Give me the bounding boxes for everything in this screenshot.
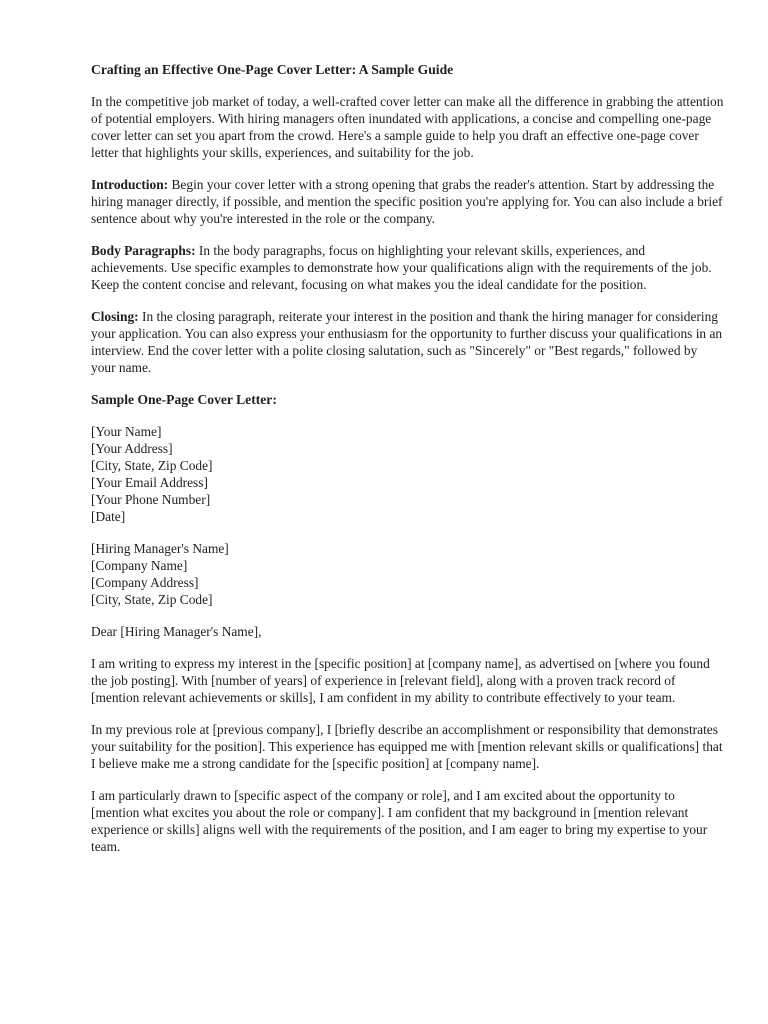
- section-introduction: [91, 176, 724, 227]
- sender-date-line: [Date]: [91, 509, 126, 524]
- section-closing: [91, 308, 724, 376]
- letter-paragraph-1: I am writing to express my interest in the [specific position] at [company name], as advertised on [where you found the job posting]. With [number of years] of experience in [relevant field], along with a proven track record of [mention relevant achievements or skills], I am confident in my ability to contribute effectively to your team.: [91, 656, 710, 705]
- letter-paragraph-2: In my previous role at [previous company], I [briefly describe an accomplishment or responsibility that demonstrates your suitability for the position]. This experience has equipped me with [mention relevant skills or qualifications] that I believe make me a strong candidate for the [specific position] at [company name].: [91, 722, 723, 771]
- recipient-name-line: [Hiring Manager's Name]: [91, 541, 229, 556]
- document-title: Crafting an Effective One-Page Cover Letter: A Sample Guide: [91, 62, 454, 77]
- sample-letter-heading: Sample One-Page Cover Letter:: [91, 392, 277, 407]
- section-introduction-text: Begin your cover letter with a strong opening that grabs the reader's attention. Start by addressing the hiring manager directly, if possible, and mention the specific position you're applying for. You can also include a brief sentence about why you're interested in the role or the company.: [91, 177, 723, 226]
- letter-paragraph-3: I am particularly drawn to [specific aspect of the company or role], and I am excited about the opportunity to [mention what excites you about the role or company]. I am confident that my background in [mention relevant experience or skills] aligns well with the requirements of the position, and I am eager to bring my expertise to your team.: [91, 788, 708, 854]
- salutation: Dear [Hiring Manager's Name],: [91, 624, 262, 639]
- sender-address-block: [91, 423, 724, 525]
- recipient-address-line: [Company Address]: [91, 575, 199, 590]
- section-body-paragraphs-label: Body Paragraphs:: [91, 243, 196, 258]
- section-closing-text: In the closing paragraph, reiterate your interest in the position and thank the hiring manager for considering your application. You can also express your enthusiasm for the opportunity to further discuss your qualifications in an interview. End the cover letter with a polite closing salutation, such as "Sincerely" or "Best regards," followed by your name.: [91, 309, 723, 375]
- recipient-city-line: [City, State, Zip Code]: [91, 592, 213, 607]
- intro-paragraph: In the competitive job market of today, a well-crafted cover letter can make all the difference in grabbing the attention of potential employers. With hiring managers often inundated with applications, a concise and compelling one-page cover letter can set you apart from the crowd. Here's a sample guide to help you draft an effective one-page cover letter that highlights your skills, experiences, and suitability for the job.: [91, 94, 724, 160]
- section-introduction-label: Introduction:: [91, 177, 169, 192]
- recipient-company-line: [Company Name]: [91, 558, 188, 573]
- sender-address-line: [Your Address]: [91, 441, 173, 456]
- section-closing-label: Closing:: [91, 309, 139, 324]
- section-body-paragraphs-text: In the body paragraphs, focus on highlighting your relevant skills, experiences, and achievements. Use specific examples to demonstrate how your qualifications align with the requirements of the job. Keep the content concise and relevant, focusing on what makes you the ideal candidate for the position.: [91, 243, 712, 292]
- sender-city-line: [City, State, Zip Code]: [91, 458, 213, 473]
- sender-email-line: [Your Email Address]: [91, 475, 208, 490]
- sender-name-line: [Your Name]: [91, 424, 162, 439]
- sender-phone-line: [Your Phone Number]: [91, 492, 211, 507]
- recipient-address-block: [91, 540, 724, 608]
- section-body-paragraphs: [91, 242, 724, 293]
